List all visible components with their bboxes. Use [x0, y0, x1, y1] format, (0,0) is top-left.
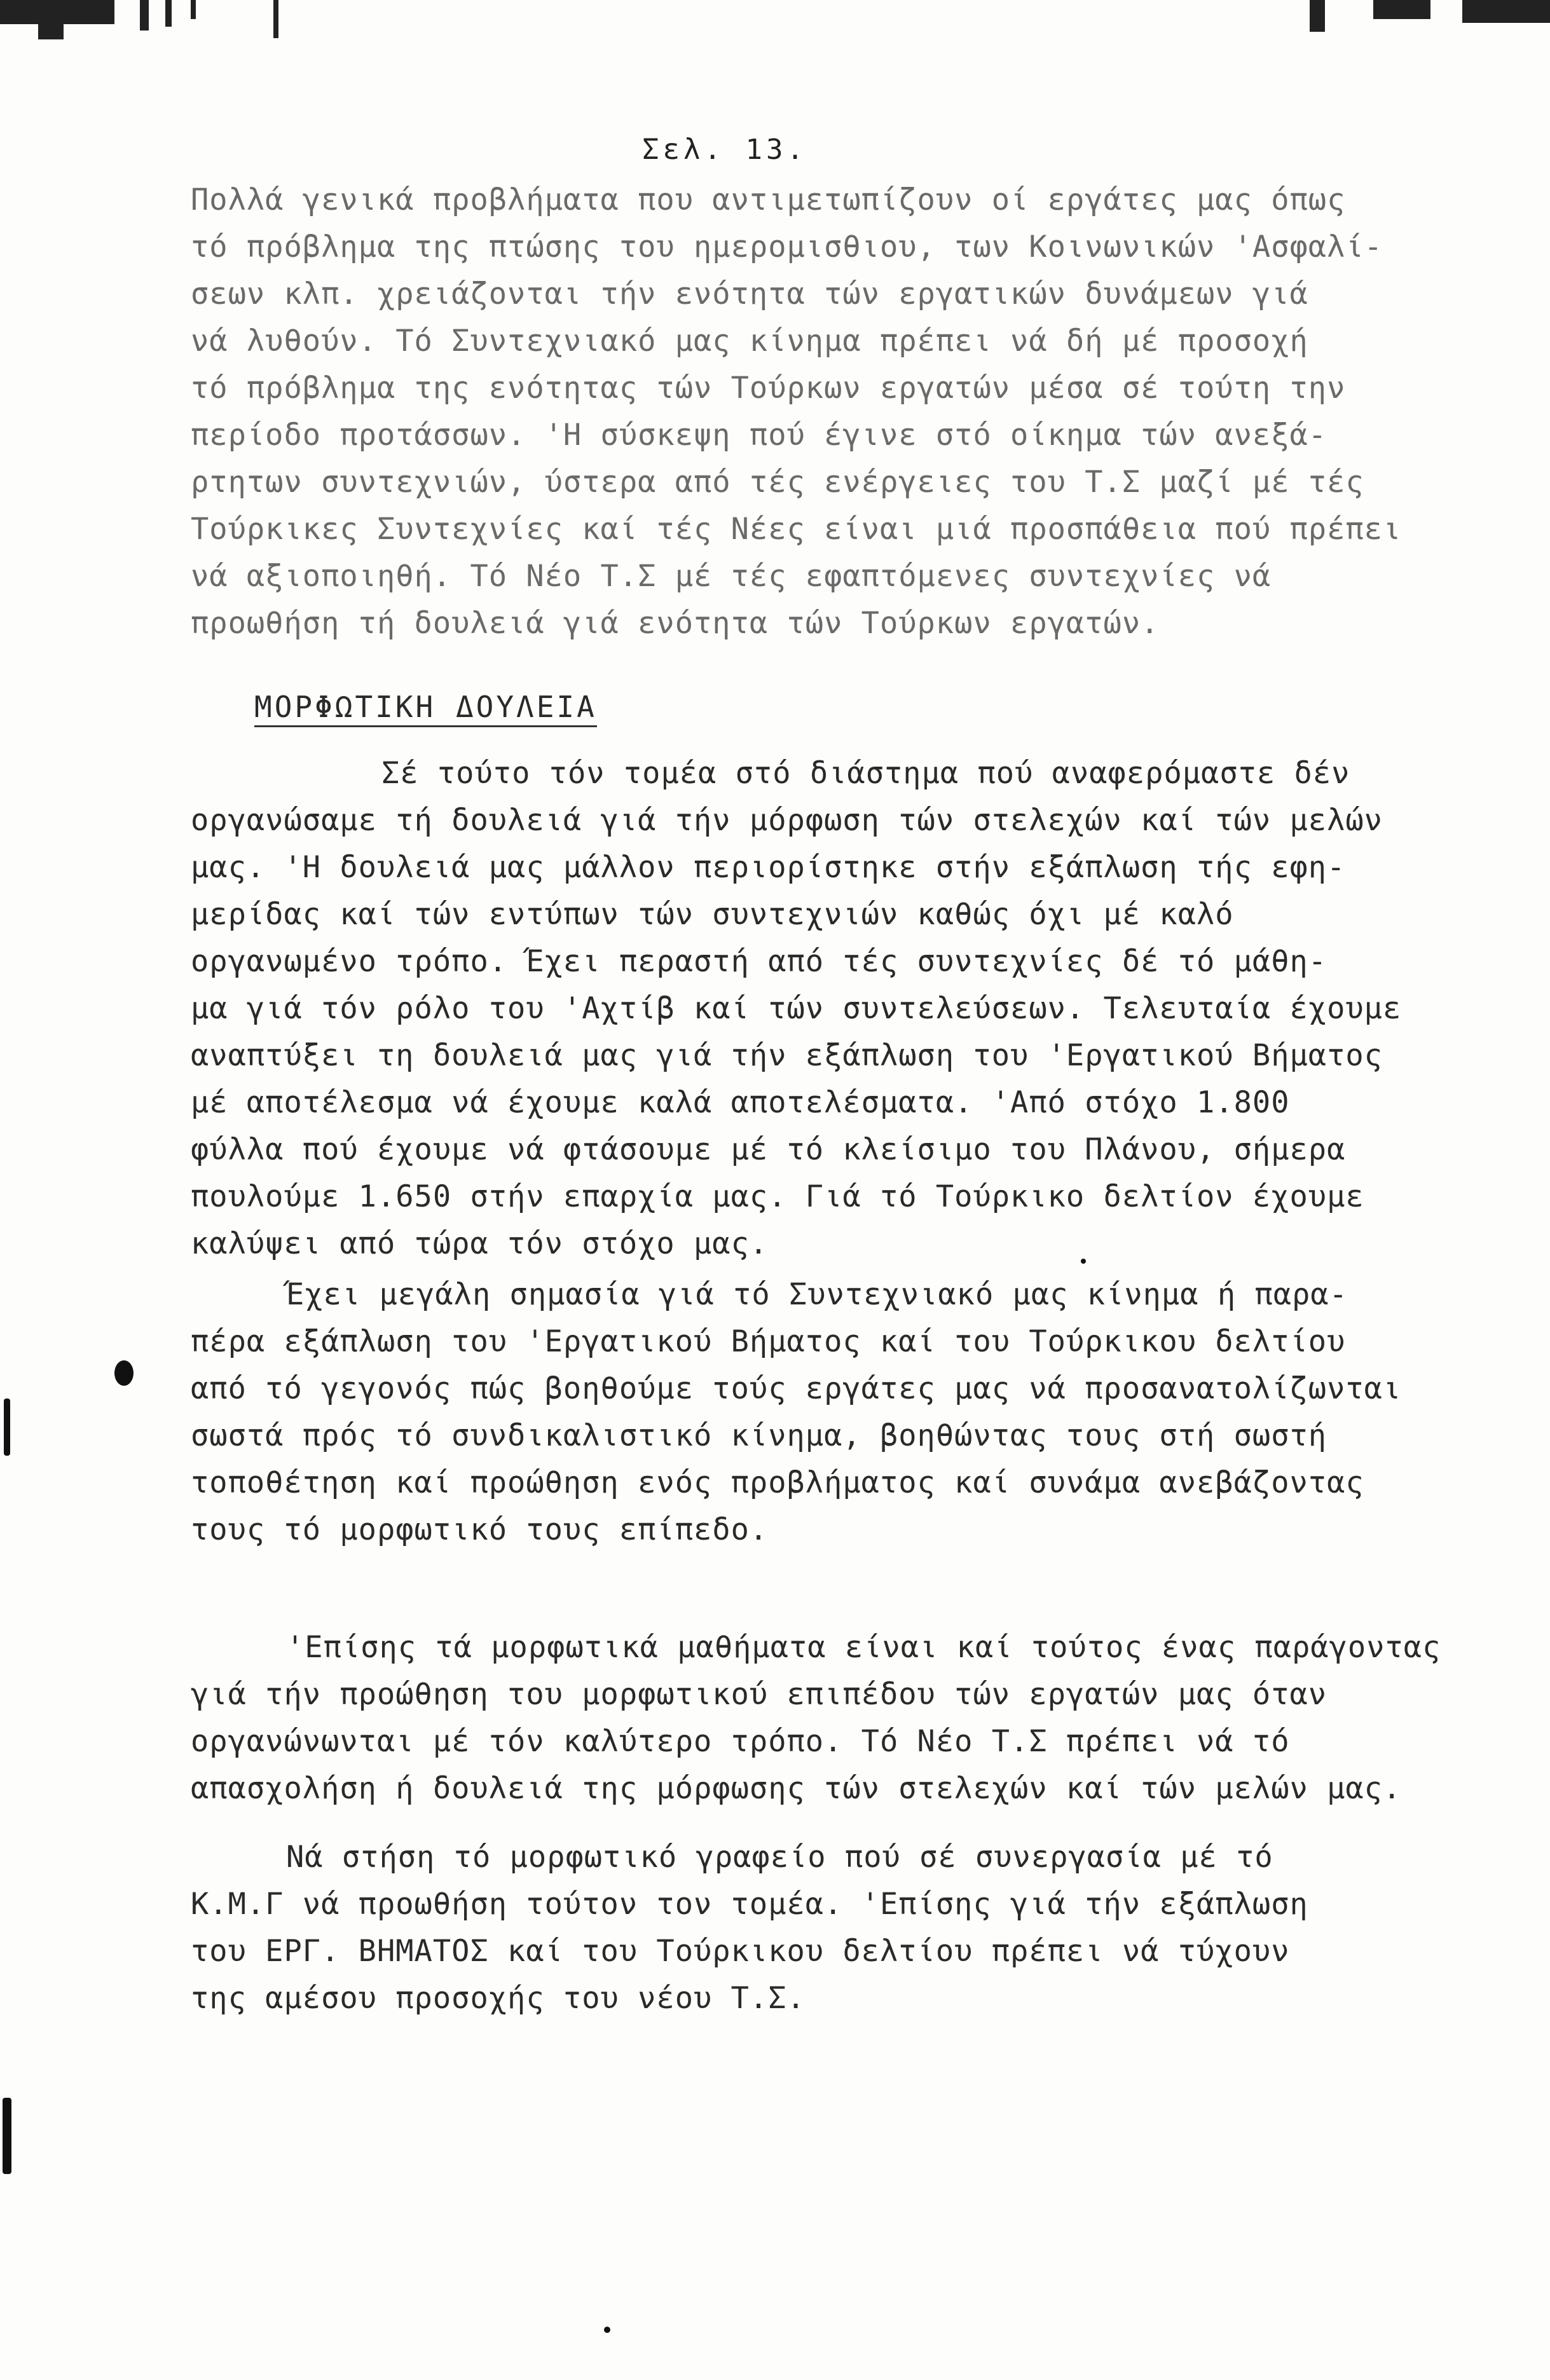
text-line: 'Επίσης τά μορφωτικά μαθήματα είναι καί τούτος ένας παράγοντας	[286, 1630, 1441, 1665]
section-heading: ΜΟΡΦΩΤΙΚΗ ΔΟΥΛΕΙΑ	[254, 690, 597, 727]
text-line: του ΕΡΓ. ΒΗΜΑΤΟΣ καί του Τούρκικου δελτίου πρέπει νά τύχουν	[191, 1934, 1290, 1969]
binder-hole-mark	[4, 1399, 10, 1456]
text-line: πέρα εξάπλωση του 'Εργατικού Βήματος καί του Τούρκικου δελτίου	[191, 1324, 1346, 1359]
text-line: σεων κλπ. χρειάζονται τήν ενότητα τών εργατικών δυνάμεων γιά	[191, 277, 1308, 311]
education-paragraph-2	[191, 1271, 1450, 1554]
binder-hole-mark	[3, 2098, 11, 2174]
text-line: μας. 'Η δουλειά μας μάλλον περιορίστηκε στήν εξάπλωση τής εφη-	[191, 850, 1346, 885]
text-line: φύλλα πού έχουμε νά φτάσουμε μέ τό κλείσιμο του Πλάνου, σήμερα	[191, 1132, 1346, 1167]
text-line: Τούρκικες Συντεχνίες καί τές Νέες είναι μιά προσπάθεια πού πρέπει	[191, 512, 1402, 547]
text-line: ρτητων συντεχνιών, ύστερα από τές ενέργειες του Τ.Σ μαζί μέ τές	[191, 465, 1364, 500]
scan-edge-noise	[0, 0, 1550, 44]
text-line: απασχολήση ή δουλειά της μόρφωσης τών στελεχών καί τών μελών μας.	[191, 1771, 1402, 1806]
text-line: οργανωμένο τρόπο. Έχει περαστή από τές συντεχνίες δέ τό μάθη-	[191, 944, 1327, 979]
text-line: πουλούμε 1.650 στήν επαρχία μας. Γιά τό Τούρκικο δελτίον έχουμε	[191, 1179, 1364, 1214]
speckle	[604, 2327, 610, 2333]
text-line: τό πρόβλημα της πτώσης του ημερομισθιου, των Κοινωνικών 'Ασφαλί-	[191, 229, 1383, 264]
text-line: τοποθέτηση καί προώθηση ενός προβλήματος καί συνάμα ανεβάζοντας	[191, 1465, 1364, 1500]
text-line: αναπτύξει τη δουλειά μας γιά τήν εξάπλωση του 'Εργατικού Βήματος	[191, 1038, 1383, 1073]
text-line: από τό γεγονός πώς βοηθούμε τούς εργάτες μας νά προσανατολίζωνται	[191, 1371, 1402, 1406]
text-line: οργανώνωνται μέ τόν καλύτερο τρόπο. Τό Νέο Τ.Σ πρέπει νά τό	[191, 1724, 1290, 1759]
text-line: περίοδο προτάσσων. 'Η σύσκεψη πού έγινε στό οίκημα τών ανεξά-	[191, 418, 1327, 453]
text-line: Κ.Μ.Γ νά προωθήση τούτον τον τομέα. 'Επίσης γιά τήν εξάπλωση	[191, 1887, 1308, 1922]
text-line: μα γιά τόν ρόλο του 'Αχτίβ καί τών συντελεύσεων. Τελευταία έχουμε	[191, 991, 1402, 1026]
text-line: Νά στήση τό μορφωτικό γραφείο πού σέ συνεργασία μέ τό	[286, 1840, 1273, 1875]
text-line: μέ αποτέλεσμα νά έχουμε καλά αποτελέσματα. 'Από στόχο 1.800	[191, 1085, 1290, 1120]
education-paragraph-4	[191, 1834, 1450, 2022]
page-number: Σελ. 13.	[642, 133, 807, 166]
education-paragraph-3	[191, 1624, 1450, 1812]
text-line: της αμέσου προσοχής του νέου Τ.Σ.	[191, 1981, 806, 2016]
text-line: γιά τήν προώθηση του μορφωτικού επιπέδου τών εργατών μας όταν	[191, 1677, 1327, 1712]
text-line: νά λυθούν. Τό Συντεχνιακό μας κίνημα πρέπει νά δή μέ προσοχή	[191, 324, 1308, 359]
text-line: Έχει μεγάλη σημασία γιά τό Συντεχνιακό μας κίνημα ή παρα-	[286, 1277, 1348, 1312]
text-line: οργανώσαμε τή δουλειά γιά τήν μόρφωση τών στελεχών καί τών μελών	[191, 803, 1383, 838]
text-line: σωστά πρός τό συνδικαλιστικό κίνημα, βοηθώντας τους στή σωστή	[191, 1418, 1327, 1453]
text-line: μερίδας καί τών εντύπων τών συντεχνιών καθώς όχι μέ καλό	[191, 897, 1234, 932]
text-line: νά αξιοποιηθή. Τό Νέο Τ.Σ μέ τές εφαπτόμενες συντεχνίες νά	[191, 559, 1272, 594]
text-line: Σέ τούτο τόν τομέα στό διάστημα πού αναφερόμαστε δέν	[381, 756, 1350, 791]
text-line: Πολλά γενικά προβλήματα που αντιμετωπίζουν οί εργάτες μας όπως	[191, 182, 1346, 217]
opening-paragraph	[191, 177, 1450, 647]
text-line: καλύψει από τώρα τόν στόχο μας.	[191, 1226, 769, 1261]
text-line: προωθήση τή δουλειά γιά ενότητα τών Τούρκων εργατών.	[191, 606, 1160, 641]
text-line: τό πρόβλημα της ενότητας τών Τούρκων εργατών μέσα σέ τούτη την	[191, 371, 1346, 406]
binder-hole-mark	[114, 1360, 134, 1386]
text-line: τους τό μορφωτικό τους επίπεδο.	[191, 1512, 769, 1547]
education-paragraph-1	[191, 750, 1450, 1268]
